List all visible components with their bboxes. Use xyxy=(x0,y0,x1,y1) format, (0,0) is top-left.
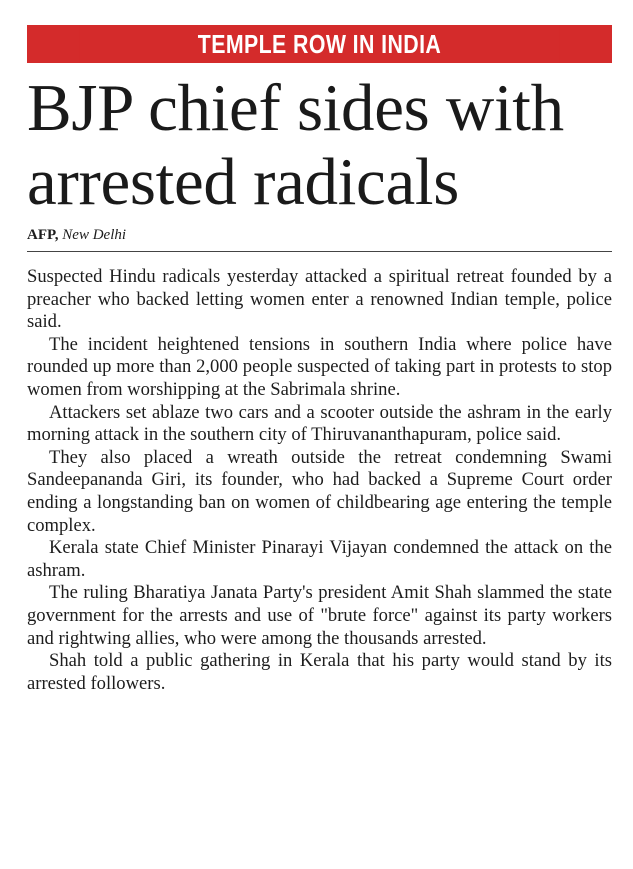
paragraph: Suspected Hindu radicals yesterday attacked a spiritual retreat founded by a preacher who backed letting women enter a renowned Indian temple, police said. xyxy=(27,266,612,333)
paragraph: Kerala state Chief Minister Pinarayi Vijayan condemned the attack on the ashram. xyxy=(27,537,612,581)
byline xyxy=(27,225,612,252)
byline-place: New Delhi xyxy=(62,227,127,243)
paragraph: The ruling Bharatiya Janata Party's president Amit Shah slammed the state government for the arrests and use of "brute force" against its party workers and rightwing allies, who were among the thousands arrested. xyxy=(27,582,612,649)
article xyxy=(27,25,612,695)
paragraph: Attackers set ablaze two cars and a scooter outside the ashram in the early morning attack in the southern city of Thiruvananthapuram, police said. xyxy=(27,401,612,446)
headline-line-2: arrested radicals xyxy=(27,145,460,219)
headline xyxy=(27,71,612,219)
kicker-label: TEMPLE ROW IN INDIA xyxy=(80,25,560,63)
paragraph: The incident heightened tensions in southern India where police have rounded up more than 2,000 people suspected of taking part in protests to stop women from worshipping at the Sabrimala shrine. xyxy=(27,333,612,400)
paragraph: They also placed a wreath outside the retreat condemning Swami Sandeepananda Giri, its founder, who had backed a Supreme Court order ending a longstanding ban on women of childbearing age entering the temple complex. xyxy=(27,446,612,536)
byline-agency: AFP, xyxy=(27,227,59,243)
kicker-banner xyxy=(27,25,612,63)
paragraph: Shah told a public gathering in Kerala that his party would stand by its arrested followers. xyxy=(27,650,612,694)
headline-line-1: BJP chief sides with xyxy=(27,71,564,145)
article-body xyxy=(27,266,612,695)
